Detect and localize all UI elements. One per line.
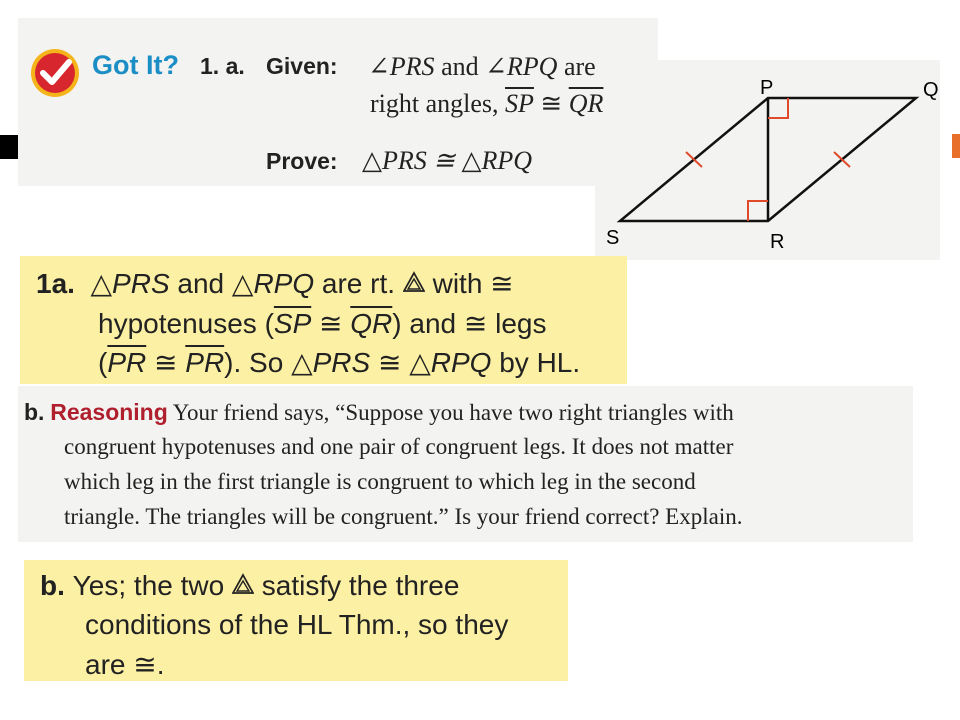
answer-1a-line3 [98, 346, 580, 379]
answer-b-line3: are ≅. [85, 649, 165, 680]
triangles-symbol-icon [403, 271, 425, 293]
got-it-title: Got It? [92, 50, 179, 80]
congruent-triangle: ≅ △ [370, 347, 431, 378]
answer-b-text-1a: Yes; the two [72, 570, 232, 601]
triangle-name-prs: PRS [112, 268, 170, 299]
triangle-name-rpq: RPQ [253, 268, 315, 299]
segment-qr: $\overline{QR}$ [350, 308, 393, 339]
vertex-label-q: Q [923, 79, 939, 101]
given-statement-line1 [368, 52, 596, 82]
answer-1a-and-legs: ) and ≅ legs [392, 308, 547, 339]
answer-1a-are-rt: are rt. [314, 268, 403, 299]
triangle-name-rpq: RPQ [430, 347, 492, 378]
given-label: Given: [266, 53, 338, 79]
reasoning-line4: triangle. The triangles will be congruent.” Is your friend correct? Explain. [64, 504, 743, 529]
given-are: are [563, 52, 596, 81]
reasoning-text-1: Your friend says, “Suppose you have two right triangles with [172, 400, 734, 425]
parallelogram-diagram [590, 70, 950, 260]
answer-1a-with-cong: with ≅ [424, 268, 514, 299]
given-statement-line2 [370, 89, 603, 119]
reasoning-label: b. [24, 399, 45, 425]
given-and: and [441, 52, 479, 81]
segment-pr: $\overline{PR}$ [107, 347, 147, 378]
item-number: 1. a. [200, 53, 245, 79]
prove-text: △PRS ≅ △RPQ [362, 146, 533, 175]
segment-pr-2: $\overline{PR}$ [185, 347, 225, 378]
answer-1a-and-triangle: and △ [169, 268, 254, 299]
open-paren: ( [98, 347, 108, 378]
given-congruent-symbol: ≅ [540, 89, 563, 118]
vertex-label-s: S [606, 227, 620, 249]
triangle-symbol: △ [90, 268, 113, 299]
answer-1a-so: ). So △ [224, 347, 313, 378]
answer-b-text-1b: satisfy the three [253, 570, 460, 601]
reasoning-keyword: Reasoning [50, 399, 168, 425]
answer-1a-line2 [98, 307, 547, 340]
left-edge-mark [0, 135, 18, 159]
vertex-label-r: R [770, 231, 785, 253]
answer-1a-by-hl: by HL. [491, 347, 581, 378]
answer-1a-hypotenuses: hypotenuses ( [98, 308, 274, 339]
reasoning-line2: congruent hypotenuses and one pair of congruent legs. It does not matter [64, 434, 734, 459]
right-edge-mark [952, 134, 960, 158]
congruent-symbol: ≅ [146, 347, 186, 378]
vertex-label-p: P [760, 77, 774, 99]
answer-1a-line1 [36, 267, 514, 300]
prove-statement [362, 146, 532, 176]
segment-sp: $\overline{SP}$ [273, 308, 312, 339]
reasoning-line3: which leg in the first triangle is congruent to which leg in the second [64, 469, 696, 494]
given-segment-sp: $\overline{SP}$ [505, 89, 534, 118]
checkmark-badge-icon [28, 46, 82, 100]
triangle-name-prs: PRS [312, 347, 371, 378]
reasoning-line1 [24, 399, 734, 426]
congruent-symbol: ≅ [311, 308, 351, 339]
given-right-angles: right angles, [370, 89, 499, 118]
given-angle-prs: ∠PRS [368, 52, 435, 81]
answer-1a-label: 1a. [36, 268, 75, 299]
prove-label: Prove: [266, 148, 338, 174]
right-angle-mark-r [748, 201, 768, 221]
answer-b-label: b. [40, 570, 65, 601]
answer-b-line1 [40, 570, 459, 602]
given-angle-rpq: ∠RPQ [485, 52, 558, 81]
given-segment-qr: $\overline{QR}$ [568, 89, 604, 118]
answer-b-line2: conditions of the HL Thm., so they [85, 609, 509, 640]
triangles-symbol-icon [232, 573, 254, 595]
right-angle-mark-p [768, 98, 788, 118]
